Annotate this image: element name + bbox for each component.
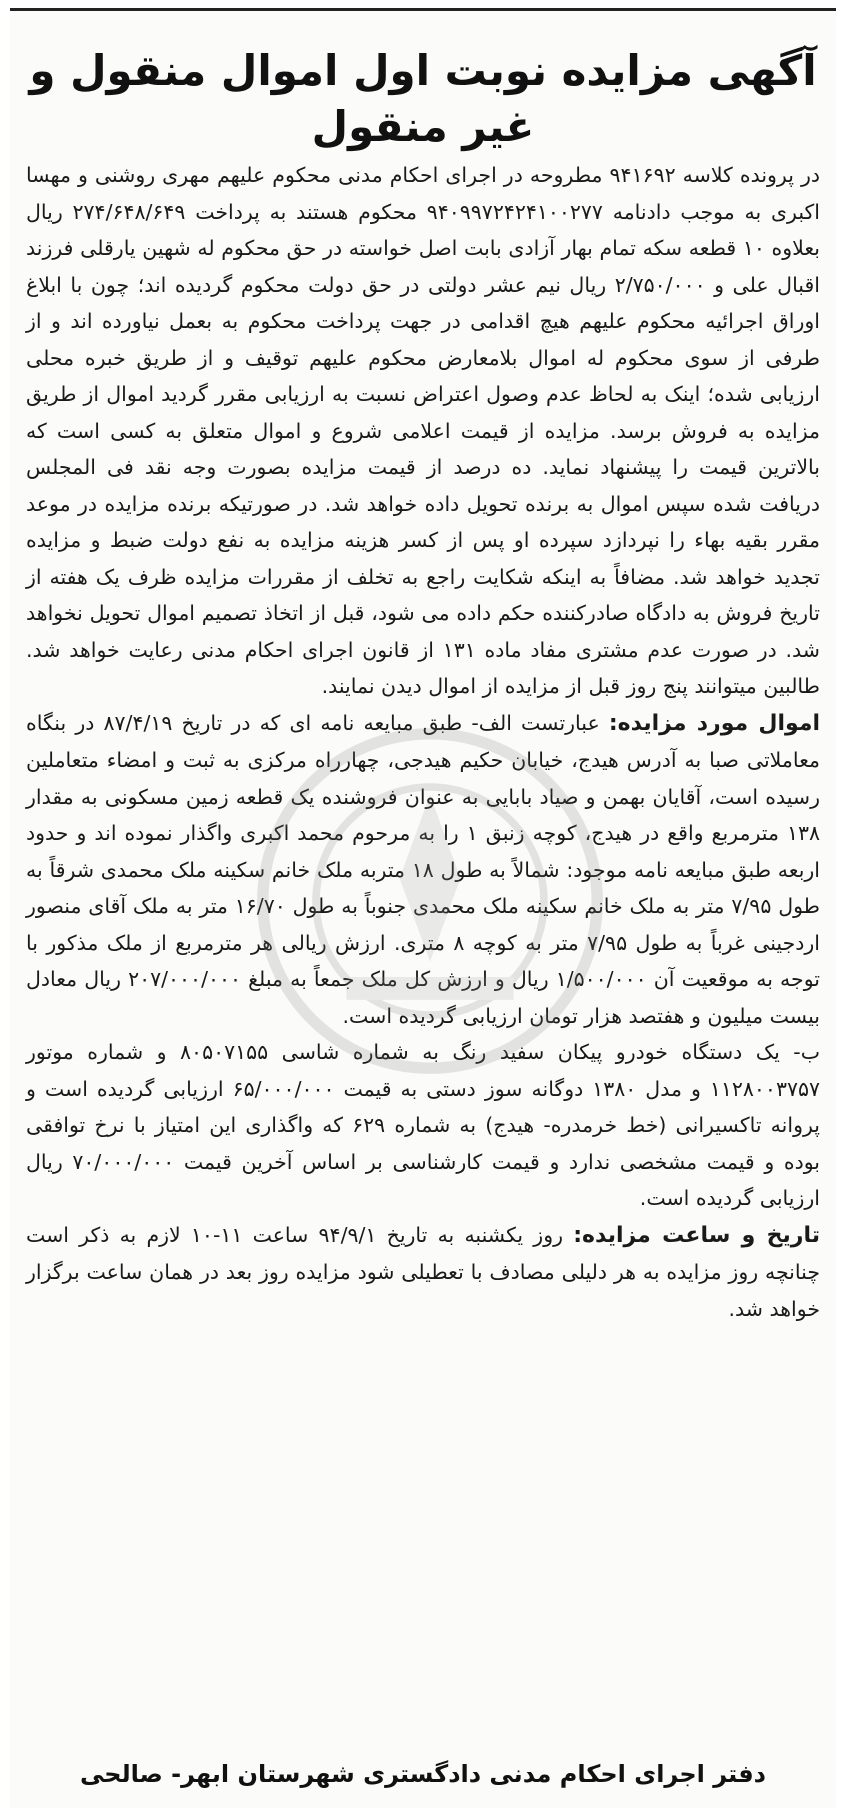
date-heading: تاریخ و ساعت مزایده: [573,1222,820,1248]
auction-notice [10,8,836,1808]
item-b-paragraph: ب- یک دستگاه خودرو پیکان سفید رنگ به شماره شاسی ۸۰۵۰۷۱۵۵ و شماره موتور ۱۱۲۸۰۰۳۷۵۷ و مدل ۱۳۸۰ دوگانه سوز دستی به قیمت ۶۵/۰۰۰/۰۰۰ ارزیابی گردیده است و پروانه تاکسیرانی (خط خرمدره- هیدج) به شماره ۶۲۹ که واگذاری این امتیاز با نرخ توافقی بوده و قیمت مشخصی ندارد و قیمت کارشناسی بر اساس آخرین قیمت ۷۰/۰۰۰/۰۰۰ ریال ارزیابی گردیده است. [26,1040,821,1210]
date-text: روز یکشنبه به تاریخ ۹۴/۹/۱ ساعت ۱۱-۱۰ لازم به ذکر است چنانچه روز مزایده به هر دلیلی مصادف با تعطیلی شود مزایده روز بعد در همان ساعت برگزار خواهد شد. [26,1222,820,1321]
date-paragraph [26,1217,820,1328]
item-a-text: عبارتست الف- طبق مبایعه نامه ای که در تاریخ ۸۷/۴/۱۹ در بنگاه معاملاتی صبا به آدرس هیدج، خیابان حکیم هیدجی، چهارراه مرکزی به ثبت و امضاء متعاملین رسیده است، آقایان بهمن و صیاد بابایی به عنوان فروشنده یک قطعه زمین مسکونی به مقدار ۱۳۸ مترمربع واقع در هیدج، کوچه زنبق ۱ را به مرحوم محمد اکبری واگذار نموده اند و حدود اربعه طبق مبایعه نامه موجود: شمالاً به طول ۱۸ متربه ملک خانم سکینه ملک محمدی شرقاً به طول ۷/۹۵ متر به ملک خانم سکینه ملک محمدی جنوباً به طول ۱۶/۷۰ متر به ملک آقای منصور اردجینی غرباً به طول ۷/۹۵ متر به کوچه ۸ متری. ارزش ریالی هر مترمربع از ملک مذکور با توجه به موقعیت آن ۱/۵۰۰/۰۰۰ ریال و ارزش کل ملک جمعاً به مبلغ ۲۰۷/۰۰۰/۰۰۰ ریال معادل بیست میلیون و هفتصد هزار تومان ارزیابی گردیده است. [26,710,820,1028]
notice-title: آگهی مزایده نوبت اول اموال منقول و غیر منقول [29,46,817,151]
items-heading: اموال مورد مزایده: [608,710,820,736]
items-paragraph [26,705,820,1035]
footer-signature: دفتر اجرای احکام مدنی دادگستری شهرستان ابهر- صالحی [79,1760,766,1788]
notice-body [10,155,836,1327]
intro-paragraph: در پرونده کلاسه ۹۴۱۶۹۲ مطروحه در اجرای احکام مدنی محکوم علیهم مهری روشنی و مهسا اکبری به موجب دادنامه ۹۴۰۹۹۷۲۴۲۴۱۰۰۲۷۷ محکوم هستند به پرداخت ۲۷۴/۶۴۸/۶۴۹ ریال بعلاوه ۱۰ قطعه سکه تمام بهار آزادی بابت اصل خواسته در حق محکوم له شهین یارقلی فرزند اقبال علی و ۲/۷۵۰/۰۰۰ ریال نیم عشر دولتی در حق دولت محکوم گردیده اند؛ چون با ابلاغ اوراق اجرائیه محکوم علیهم هیچ اقدامی در جهت پرداخت محکوم به بعمل نیاورده اند و از طرفی از سوی محکوم له اموال بلامعارض محکوم علیهم توقیف و از طریق خبره محلی ارزیابی شده؛ اینک به لحاظ عدم وصول اعتراض نسبت به ارزیابی مقرر گردید اموال از طریق مزایده به فروش برسد. مزایده از قیمت اعلامی شروع و اموال متعلق به کسی است که بالاترین قیمت را پیشنهاد نماید. ده درصد از قیمت مزایده بصورت وجه نقد فی المجلس دریافت شده سپس اموال به برنده تحویل داده خواهد شد. در صورتیکه برنده مزایده در موعد مقرر بقیه بهاء را نپردازد سپرده او پس از کسر هزینه مزایده به نفع دولت ضبط و مزایده تجدید خواهد شد. مضافاً به اینکه شکایت راجع به تخلف از مقررات مزایده ظرف یک هفته از تاریخ فروش به دادگاه صادرکننده حکم داده می شود، قبل از اتخاذ تصمیم اموال تحویل نخواهد شد. در صورت عدم مشتری مفاد ماده ۱۳۱ از قانون اجرای احکام مدنی رعایت خواهد شد. طالبین میتوانند پنج روز قبل از مزایده از اموال دیدن نمایند. [26,163,821,698]
